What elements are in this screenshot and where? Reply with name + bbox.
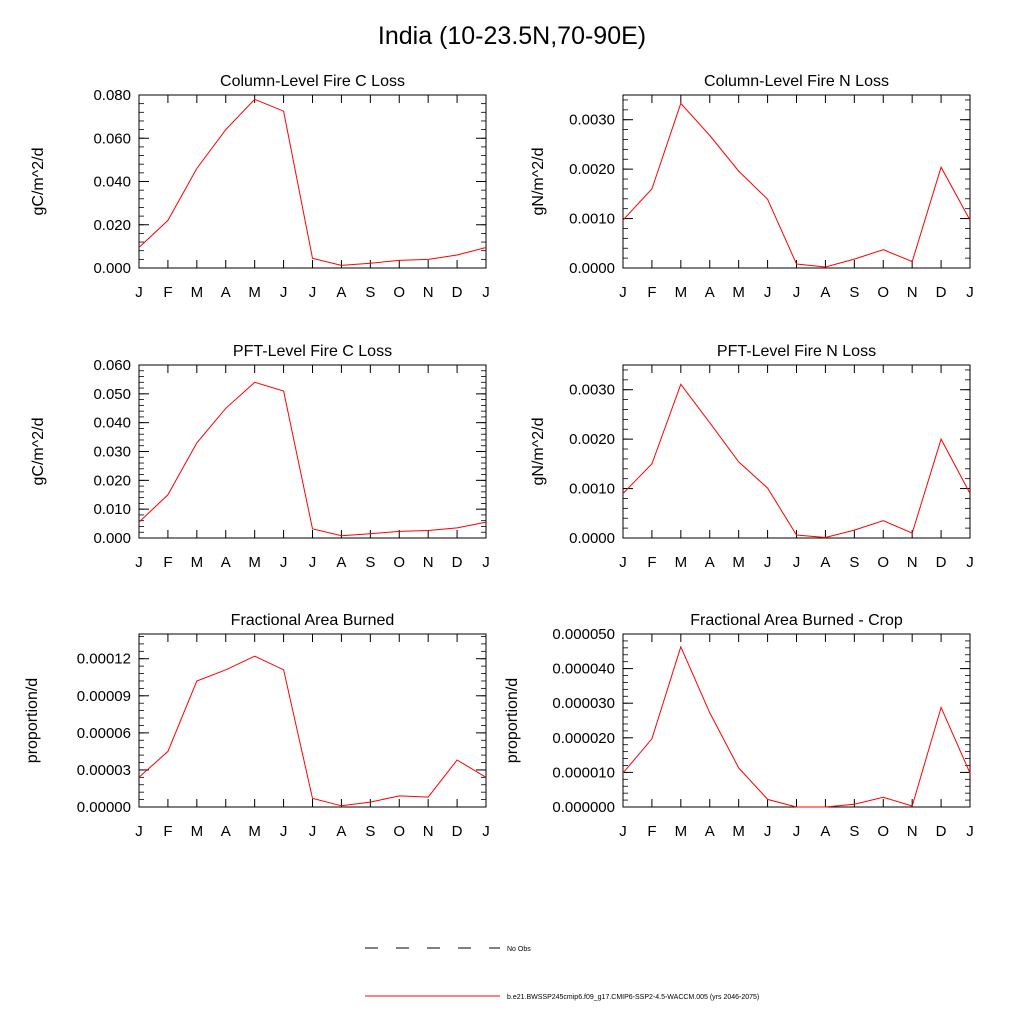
y-tick-label: 0.00003	[76, 761, 131, 779]
y-axis-label: proportion/d	[504, 677, 521, 764]
panel-title: Column-Level Fire N Loss	[704, 73, 889, 90]
series-line-model	[139, 382, 486, 535]
chart-panel-pft-fire-c-loss	[30, 343, 490, 571]
x-tick-label-month: F	[163, 554, 173, 571]
y-tick-label: 0.010	[93, 501, 131, 519]
chart-panel-fractional-area-burned	[24, 612, 490, 840]
x-tick-label-month: N	[906, 284, 918, 301]
y-tick-label: 0.040	[93, 173, 131, 191]
y-tick-label: 0.080	[93, 87, 131, 104]
x-tick-label-month: D	[935, 284, 947, 301]
y-tick-label: 0.000	[93, 530, 131, 547]
x-tick-label-month: M	[248, 554, 261, 571]
x-tick-label-month: J	[482, 284, 490, 301]
y-tick-label: 0.00000	[76, 799, 131, 816]
chart-panel-column-fire-n-loss	[530, 73, 974, 301]
y-axis-label: gN/m^2/d	[530, 417, 547, 486]
x-tick-label-month: J	[792, 554, 801, 571]
figure-title: India (10-23.5N,70-90E)	[377, 22, 647, 50]
x-tick-label-month: J	[792, 284, 801, 301]
y-tick-label: 0.060	[93, 357, 131, 374]
x-tick-label-month: S	[365, 284, 376, 301]
y-tick-label: 0.0000	[569, 530, 615, 547]
chart-panel-pft-fire-n-loss	[530, 343, 974, 571]
plot-frame	[139, 365, 486, 538]
x-tick-label-month: S	[849, 823, 860, 840]
x-tick-label-month: A	[220, 554, 231, 571]
x-tick-label-month: F	[647, 823, 657, 840]
y-tick-label: 0.00006	[76, 724, 131, 742]
y-tick-label: 0.000020	[552, 729, 615, 747]
y-tick-label: 0.020	[93, 216, 131, 234]
y-tick-label: 0.0030	[569, 111, 615, 129]
x-tick-label-month: A	[336, 823, 347, 840]
x-tick-label-month: A	[336, 554, 347, 571]
x-tick-label-month: J	[619, 284, 627, 301]
x-tick-label-month: A	[336, 284, 347, 301]
x-tick-label-month: O	[393, 823, 406, 840]
x-tick-label-month: M	[732, 554, 745, 571]
x-tick-label-month: D	[935, 554, 947, 571]
legend	[365, 946, 759, 1001]
x-tick-label-month: J	[792, 823, 801, 840]
series-line-model	[139, 656, 486, 806]
y-tick-label: 0.050	[93, 385, 131, 403]
y-tick-label: 0.000010	[552, 764, 615, 782]
y-tick-label: 0.00009	[76, 687, 131, 705]
x-tick-label-month: A	[704, 823, 715, 840]
plot-frame	[623, 365, 970, 538]
x-tick-label-month: J	[966, 284, 974, 301]
y-axis-label: proportion/d	[24, 677, 41, 764]
x-tick-label-month: J	[279, 284, 288, 301]
x-tick-label-month: M	[674, 554, 688, 571]
x-tick-label-month: M	[248, 823, 261, 840]
x-tick-label-month: J	[135, 823, 143, 840]
y-axis-label: gN/m^2/d	[530, 147, 547, 216]
x-tick-label-month: F	[647, 554, 657, 571]
x-tick-label-month: J	[966, 554, 974, 571]
x-tick-label-month: F	[163, 823, 173, 840]
x-tick-label-month: M	[674, 823, 688, 840]
x-tick-label-month: N	[422, 823, 434, 840]
x-tick-label-month: F	[163, 284, 173, 301]
x-tick-label-month: J	[763, 284, 772, 301]
series-line-model	[623, 384, 970, 537]
series-line-model	[139, 99, 486, 265]
y-tick-label: 0.0020	[569, 431, 615, 449]
y-tick-label: 0.020	[93, 472, 131, 490]
x-tick-label-month: A	[704, 554, 715, 571]
y-axis-label: gC/m^2/d	[30, 147, 47, 216]
x-tick-label-month: N	[422, 284, 434, 301]
x-tick-label-month: A	[820, 554, 831, 571]
y-axis-label: gC/m^2/d	[30, 417, 47, 486]
x-tick-label-month: A	[220, 823, 231, 840]
x-tick-label-month: F	[647, 284, 657, 301]
x-tick-label-month: M	[190, 554, 204, 571]
chart-panel-fractional-area-burned-crop	[504, 612, 974, 840]
x-tick-label-month: O	[877, 823, 890, 840]
plot-frame	[139, 634, 486, 807]
x-tick-label-month: A	[704, 284, 715, 301]
x-tick-label-month: O	[877, 554, 890, 571]
x-tick-label-month: M	[190, 284, 204, 301]
x-tick-label-month: J	[279, 554, 288, 571]
x-tick-label-month: J	[619, 554, 627, 571]
y-tick-label: 0.000000	[552, 799, 615, 816]
panel-title: Fractional Area Burned - Crop	[690, 612, 903, 629]
x-tick-label-month: A	[820, 284, 831, 301]
y-tick-label: 0.0020	[569, 161, 615, 179]
series-line-model	[623, 103, 970, 267]
y-tick-label: 0.000	[93, 260, 131, 277]
chart-panel-column-fire-c-loss	[30, 73, 490, 301]
x-tick-label-month: S	[849, 554, 860, 571]
x-tick-label-month: J	[135, 554, 143, 571]
x-tick-label-month: A	[820, 823, 831, 840]
panel-title: PFT-Level Fire N Loss	[716, 343, 877, 360]
y-tick-label: 0.0010	[569, 480, 615, 498]
x-tick-label-month: M	[248, 284, 261, 301]
y-tick-label: 0.00012	[76, 650, 131, 668]
plot-frame	[139, 95, 486, 268]
x-tick-label-month: O	[393, 554, 406, 571]
plot-frame	[623, 634, 970, 807]
x-tick-label-month: D	[451, 284, 463, 301]
panel-title: Fractional Area Burned	[230, 612, 395, 629]
panel-title: Column-Level Fire C Loss	[220, 73, 405, 90]
x-tick-label-month: O	[393, 284, 406, 301]
panel-title: PFT-Level Fire C Loss	[232, 343, 393, 360]
x-tick-label-month: D	[451, 554, 463, 571]
x-tick-label-month: N	[422, 554, 434, 571]
x-tick-label-month: S	[849, 284, 860, 301]
y-tick-label: 0.000050	[552, 626, 615, 643]
x-tick-label-month: J	[308, 554, 317, 571]
x-tick-label-month: M	[674, 284, 688, 301]
x-tick-label-month: J	[763, 823, 772, 840]
x-tick-label-month: O	[877, 284, 890, 301]
x-tick-label-month: J	[279, 823, 288, 840]
y-tick-label: 0.040	[93, 414, 131, 432]
x-tick-label-month: J	[482, 554, 490, 571]
x-tick-label-month: J	[135, 284, 143, 301]
x-tick-label-month: J	[619, 823, 627, 840]
y-tick-label: 0.0030	[569, 381, 615, 399]
x-tick-label-month: M	[190, 823, 204, 840]
x-tick-label-month: N	[906, 554, 918, 571]
x-tick-label-month: J	[308, 823, 317, 840]
x-tick-label-month: J	[763, 554, 772, 571]
x-tick-label-month: S	[365, 554, 376, 571]
x-tick-label-month: A	[220, 284, 231, 301]
y-tick-label: 0.030	[93, 443, 131, 461]
x-tick-label-month: D	[935, 823, 947, 840]
x-tick-label-month: J	[308, 284, 317, 301]
x-tick-label-month: D	[451, 823, 463, 840]
x-tick-label-month: M	[732, 284, 745, 301]
legend-obs-label: No Obs	[507, 946, 531, 953]
legend-model-label: b.e21.BWSSP245cmip6.f09_g17.CMIP6-SSP2-4.5-WACCM.005 (yrs 2046-2075)	[507, 994, 760, 1001]
y-tick-label: 0.0000	[569, 260, 615, 277]
x-tick-label-month: J	[966, 823, 974, 840]
y-tick-label: 0.000030	[552, 695, 615, 713]
x-tick-label-month: S	[365, 823, 376, 840]
y-tick-label: 0.060	[93, 130, 131, 148]
y-tick-label: 0.0010	[569, 210, 615, 228]
x-tick-label-month: N	[906, 823, 918, 840]
y-tick-label: 0.000040	[552, 660, 615, 678]
x-tick-label-month: M	[732, 823, 745, 840]
series-line-model	[623, 647, 970, 807]
x-tick-label-month: J	[482, 823, 490, 840]
